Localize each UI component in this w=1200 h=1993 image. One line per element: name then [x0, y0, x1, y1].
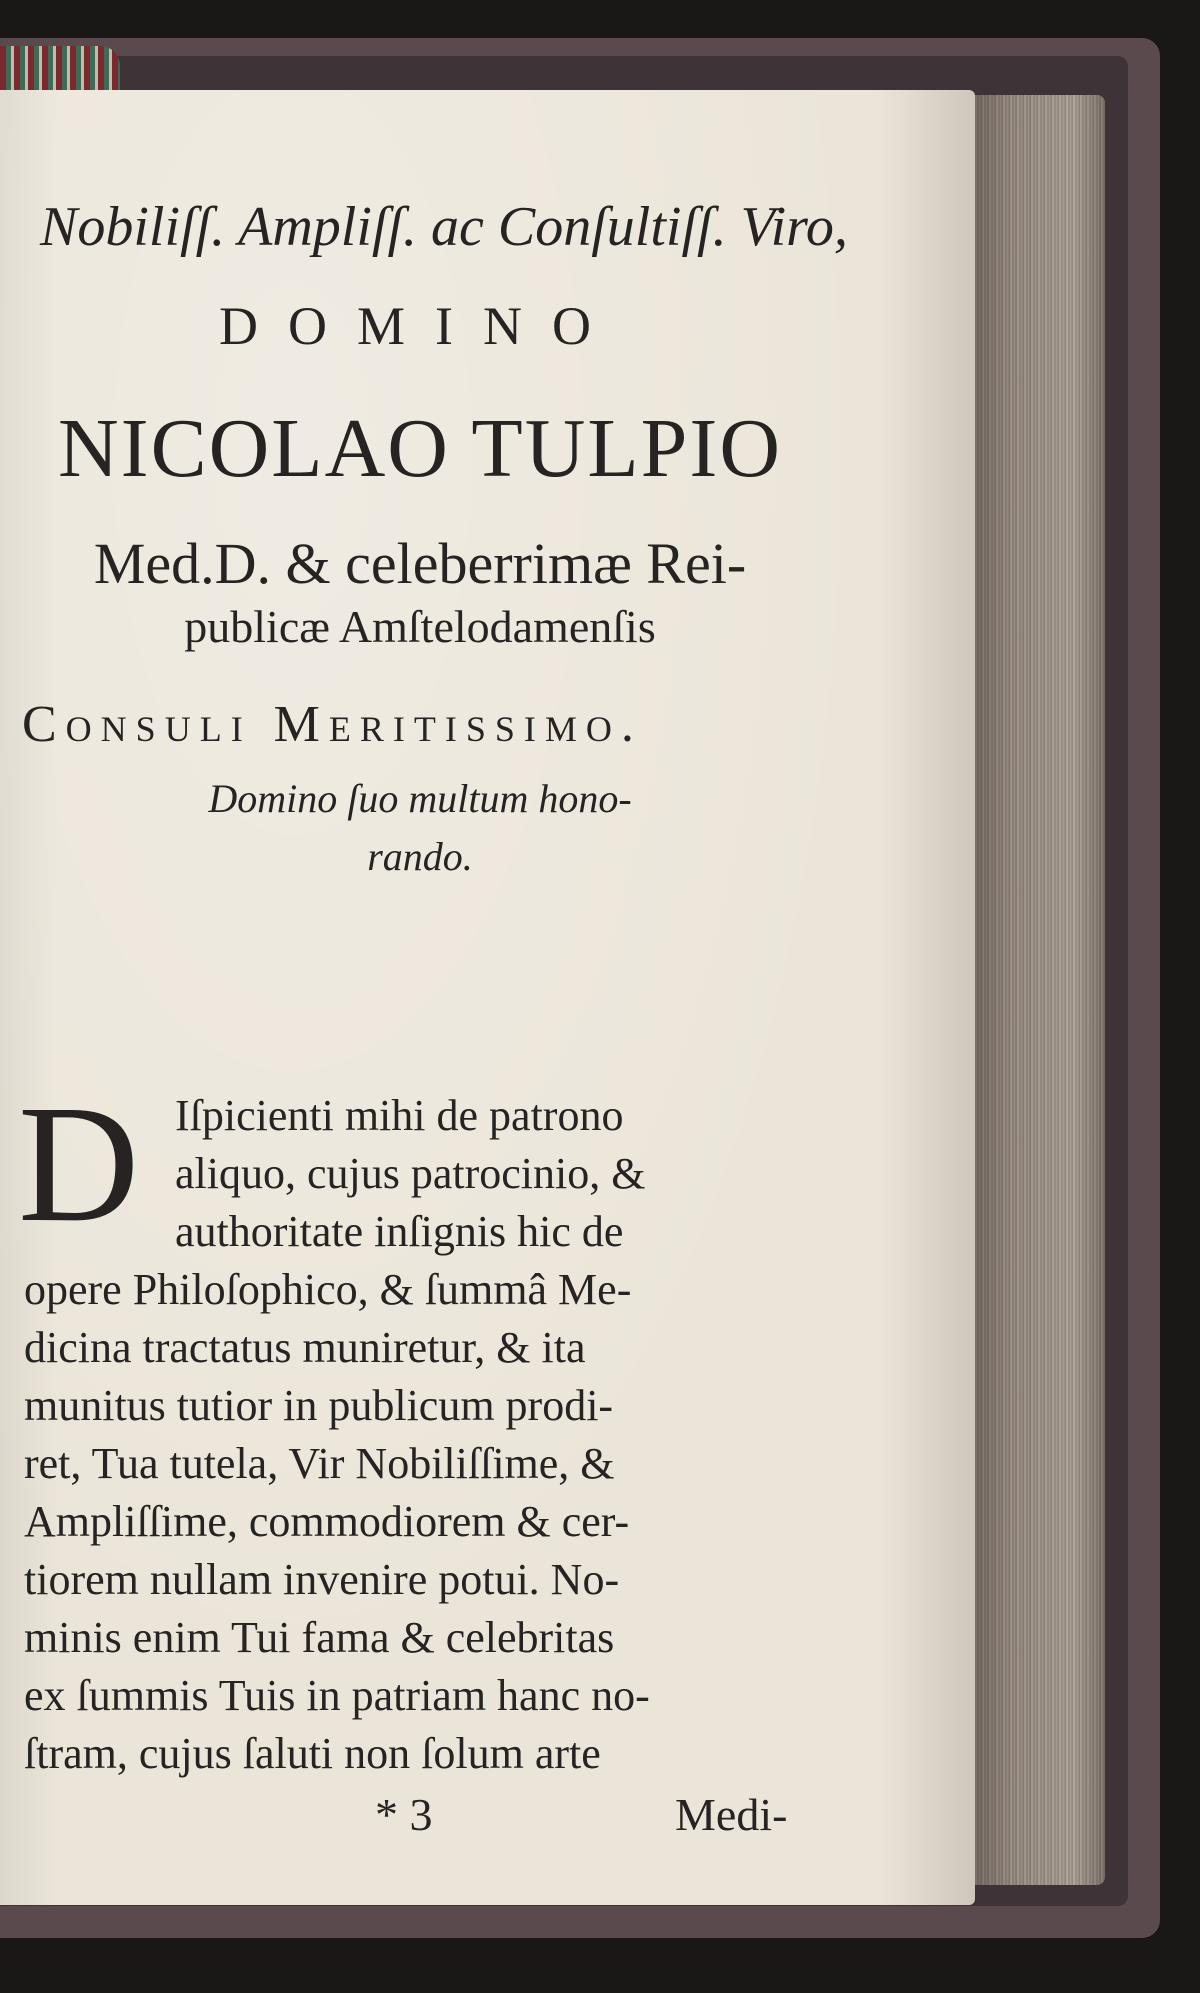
title-line-med: Med.D. & celeberrimæ Rei-: [93, 531, 747, 596]
body-line-12: ſtram, cujus ſaluti non ſolum arte: [24, 1729, 601, 1778]
body-line-11: ex ſummis Tuis in patriam hanc no-: [24, 1671, 650, 1720]
signature-mark: * 3: [375, 1789, 433, 1840]
body-line-6: munitus tutior in publicum prodi-: [24, 1381, 614, 1430]
dedicatee-name: NICOLAO TULPIO: [57, 402, 783, 495]
heading-italic: Nobiliſſ. Ampliſſ. ac Conſultiſſ. Viro,: [40, 196, 848, 258]
body-line-3: authoritate inſignis hic de: [175, 1207, 624, 1256]
body-line-10: minis enim Tui fama & celebritas: [24, 1613, 615, 1662]
dedication-block: [20, 770, 820, 886]
drop-cap: D: [18, 1071, 140, 1257]
book-page: [0, 90, 975, 1905]
dedication-line-1: Domino ſuo multum hono-: [208, 776, 632, 821]
body-line-1: Iſpicienti mihi de patrono: [175, 1091, 624, 1140]
heading-domino: DOMINO: [219, 296, 621, 356]
body-line-5: dicina tractatus muniretur, & ita: [24, 1323, 586, 1372]
dedication-line-2: rando.: [367, 834, 473, 879]
title-line-publicae: publicæ Amſtelodamenſis: [184, 601, 656, 652]
body-line-2: aliquo, cujus patrocinio, &: [175, 1149, 646, 1198]
title-line-consuli: [22, 695, 842, 754]
body-line-7: ret, Tua tutela, Vir Nobiliſſime, &: [24, 1439, 615, 1488]
body-line-9: tiorem nullam invenire potui. No-: [24, 1555, 620, 1604]
body-line-8: Ampliſſime, commodiorem & cer-: [24, 1497, 630, 1546]
catchword: Medi-: [675, 1789, 788, 1840]
consuli-text: Consuli Meritissimo.: [22, 696, 643, 753]
body-line-4: opere Philoſophico, & ſummâ Me-: [24, 1265, 632, 1314]
